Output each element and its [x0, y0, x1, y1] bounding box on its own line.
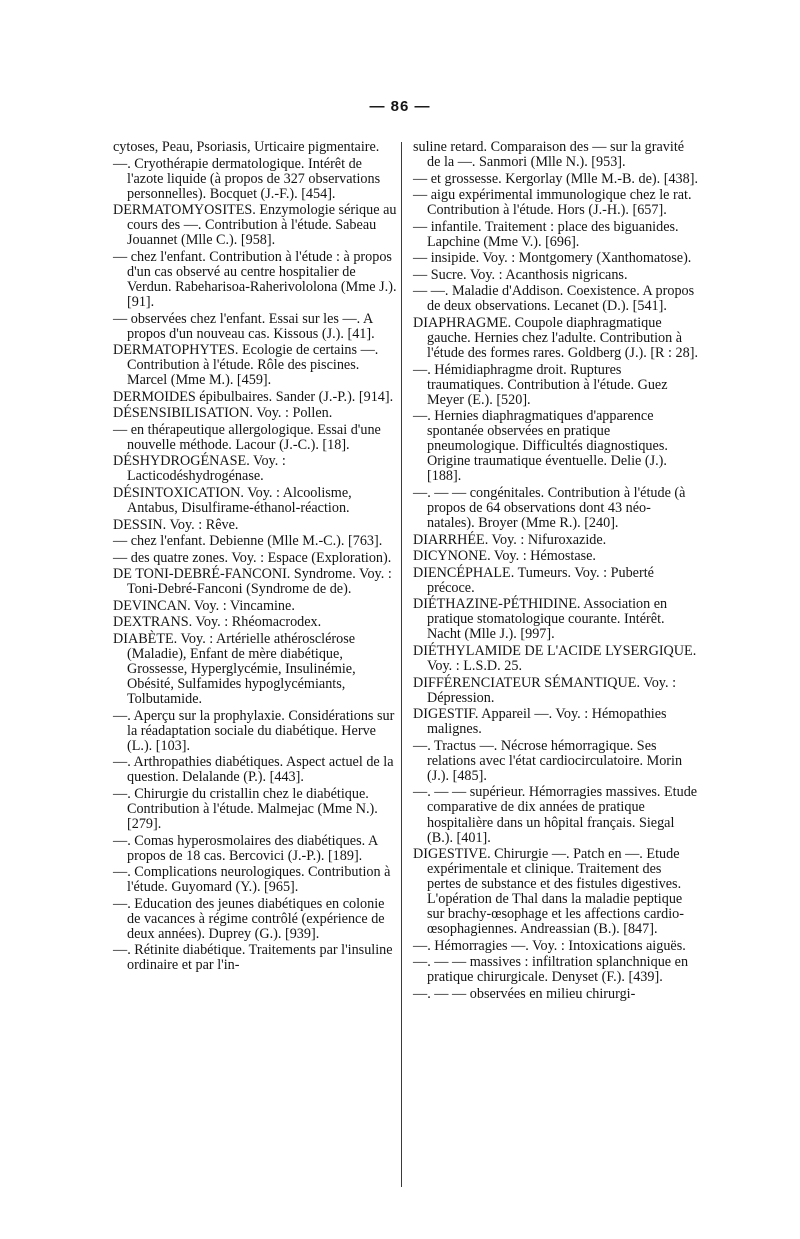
right-column [413, 140, 698, 1004]
index-entry: — observées chez l'enfant. Essai sur les —. A propos d'un nouveau cas. Kissous (J.). [41]. [113, 310, 375, 342]
page-number: — 86 — [369, 98, 431, 115]
index-entry: —. Hémorragies —. Voy. : Intoxications aiguës. [413, 937, 686, 954]
index-entry: DIAPHRAGME. Coupole diaphragmatique gauche. Hernies chez l'adulte. Contribution à l'étude des formes rares. Goldberg (J.). [R : 28]. [413, 315, 698, 362]
index-entry: — infantile. Traitement : place des biguanides. Lapchine (Mme V.). [696]. [413, 218, 679, 250]
column-divider [401, 142, 402, 1187]
index-entry: — chez l'enfant. Debienne (Mlle M.-C.). [763]. [113, 533, 383, 550]
index-entry: —. Arthropathies diabétiques. Aspect actuel de la question. Delalande (P.). [443]. [113, 754, 394, 786]
index-entry: — en thérapeutique allergologique. Essai d'une nouvelle méthode. Lacour (J.-C.). [18]. [113, 421, 381, 453]
index-entry: —. — — massives : infiltration splanchnique en pratique chirurgicale. Denyset (F.). [439]. [413, 954, 689, 986]
index-entry: — aigu expérimental immunologique chez le rat. Contribution à l'étude. Hors (J.-H.). [657]. [413, 187, 692, 219]
index-entry: —. — — congénitales. Contribution à l'étude (à propos de 64 observations dont 43 néo-natales). Broyer (Mme R.). [240]. [413, 485, 686, 532]
index-entry: — Sucre. Voy. : Acanthosis nigricans. [413, 266, 628, 283]
index-entry: —. Hémidiaphragme droit. Ruptures traumatiques. Contribution à l'étude. Guez Meyer (E.). [520]. [413, 361, 668, 408]
index-entry: DÉSENSIBILISATION. Voy. : Pollen. [113, 405, 333, 422]
index-entry: DIARRHÉE. Voy. : Nifuroxazide. [413, 531, 607, 548]
index-entry: DEVINCAN. Voy. : Vincamine. [113, 597, 295, 614]
index-entry: DÉSHYDROGÉNASE. Voy. : Lacticodéshydrogénase. [113, 453, 286, 485]
index-entry: DERMOIDES épibulbaires. Sander (J.-P.). [914]. [113, 388, 394, 405]
index-entry: —. Complications neurologiques. Contribution à l'étude. Guyomard (Y.). [965]. [113, 864, 391, 896]
index-entry: DERMATOPHYTES. Ecologie de certains —. Contribution à l'étude. Rôle des piscines. Marcel (Mme M.). [459]. [113, 342, 379, 389]
left-column [113, 140, 398, 975]
index-entry: — des quatre zones. Voy. : Espace (Exploration). [113, 549, 392, 566]
index-entry: — insipide. Voy. : Montgomery (Xanthomatose). [413, 250, 692, 267]
index-entry: —. Education des jeunes diabétiques en colonie de vacances à régime contrôlé (expérience de deux années). Duprey (G.). [939]. [113, 895, 385, 942]
index-entry: DESSIN. Voy. : Rêve. [113, 516, 239, 533]
index-entry: DEXTRANS. Voy. : Rhéomacrodex. [113, 614, 322, 631]
index-entry: DIFFÉRENCIATEUR SÉMANTIQUE. Voy. : Dépression. [413, 674, 677, 706]
index-entry: —. Chirurgie du cristallin chez le diabétique. Contribution à l'étude. Malmejac (Mme N.). [279]. [113, 785, 378, 833]
index-entry: —. — — observées en milieu chirurgi- [413, 986, 636, 1003]
index-entry: DIENCÉPHALE. Tumeurs. Voy. : Puberté précoce. [413, 564, 654, 596]
index-entry: — —. Maladie d'Addison. Coexistence. A propos de deux observations. Lecanet (D.). [541]. [413, 283, 695, 315]
index-entry: DERMATOMYOSITES. Enzymologie sérique au cours des —. Contribution à l'étude. Sabeau Jouannet (Mlle C.). [958]. [113, 202, 397, 249]
index-entry: —. Aperçu sur la prophylaxie. Considérations sur la réadaptation sociale du diabétique. Herve (L.). [103]. [113, 707, 395, 754]
index-entry: —. Comas hyperosmolaires des diabétiques. A propos de 18 cas. Bercovici (J.-P.). [189]. [113, 832, 378, 864]
index-entry: suline retard. Comparaison des — sur la gravité de la —. Sanmori (Mlle N.). [953]. [413, 139, 685, 171]
index-entry: — et grossesse. Kergorlay (Mlle M.-B. de). [438]. [413, 170, 699, 187]
index-entry: cytoses, Peau, Psoriasis, Urticaire pigmentaire. [113, 139, 380, 155]
index-entry: DE TONI-DEBRÉ-FANCONI. Syndrome. Voy. : Toni-Debré-Fanconi (Syndrome de de). [113, 566, 392, 598]
index-entry: —. Hernies diaphragmatiques d'apparence spontanée observées en pratique pneumologique. Difficultés diagnostiques. Origine traumatique éventuelle. Delie (J.). [188]. [413, 408, 668, 485]
index-entry: DIGESTIVE. Chirurgie —. Patch en —. Etude expérimentale et clinique. Traitement des pertes de substance et des fistules digestives. L'opération de Thal dans la maladie peptique sur brachy-œsophage et les affections cardio-œsophagiennes. Andreassian (B.). [847]. [413, 846, 684, 938]
index-entry: — chez l'enfant. Contribution à l'étude : à propos d'un cas observé au centre hospitalier de Verdun. Rabeharisoa-Raherivololona (Mme J.). [91]. [113, 248, 397, 310]
index-entry: DIABÈTE. Voy. : Artérielle athérosclérose (Maladie), Enfant de mère diabétique, Grossesse, Hyperglycémie, Insulinémie, Obésité, Sulfamides hypoglycémiants, Tolbutamide. [113, 630, 356, 708]
index-entry: —. — — supérieur. Hémorragies massives. Etude comparative de dix années de pratique hospitalière dans un hôpital français. Siegal (B.). [401]. [413, 784, 698, 846]
index-entry: DICYNONE. Voy. : Hémostase. [413, 548, 596, 565]
index-entry: —. Cryothérapie dermatologique. Intérêt de l'azote liquide (à propos de 327 observations personnelles). Bocquet (J.-F.). [454]. [113, 155, 381, 202]
index-entry: —. Rétinite diabétique. Traitements par l'insuline ordinaire et par l'in- [113, 942, 393, 974]
index-entry: DÉSINTOXICATION. Voy. : Alcoolisme, Antabus, Disulfirame-éthanol-réaction. [113, 485, 352, 517]
index-entry: DIÉTHAZINE-PÉTHIDINE. Association en pratique stomatologique courante. Intérêt. Nacht (Mlle J.). [997]. [413, 596, 668, 643]
index-entry: DIGESTIF. Appareil —. Voy. : Hémopathies malignes. [413, 706, 667, 738]
index-entry: —. Tractus —. Nécrose hémorragique. Ses relations avec l'état cardiocirculatoire. Morin (J.). [485]. [413, 737, 683, 784]
index-entry: DIÉTHYLAMIDE DE L'ACIDE LYSERGIQUE. Voy. : L.S.D. 25. [413, 643, 697, 675]
